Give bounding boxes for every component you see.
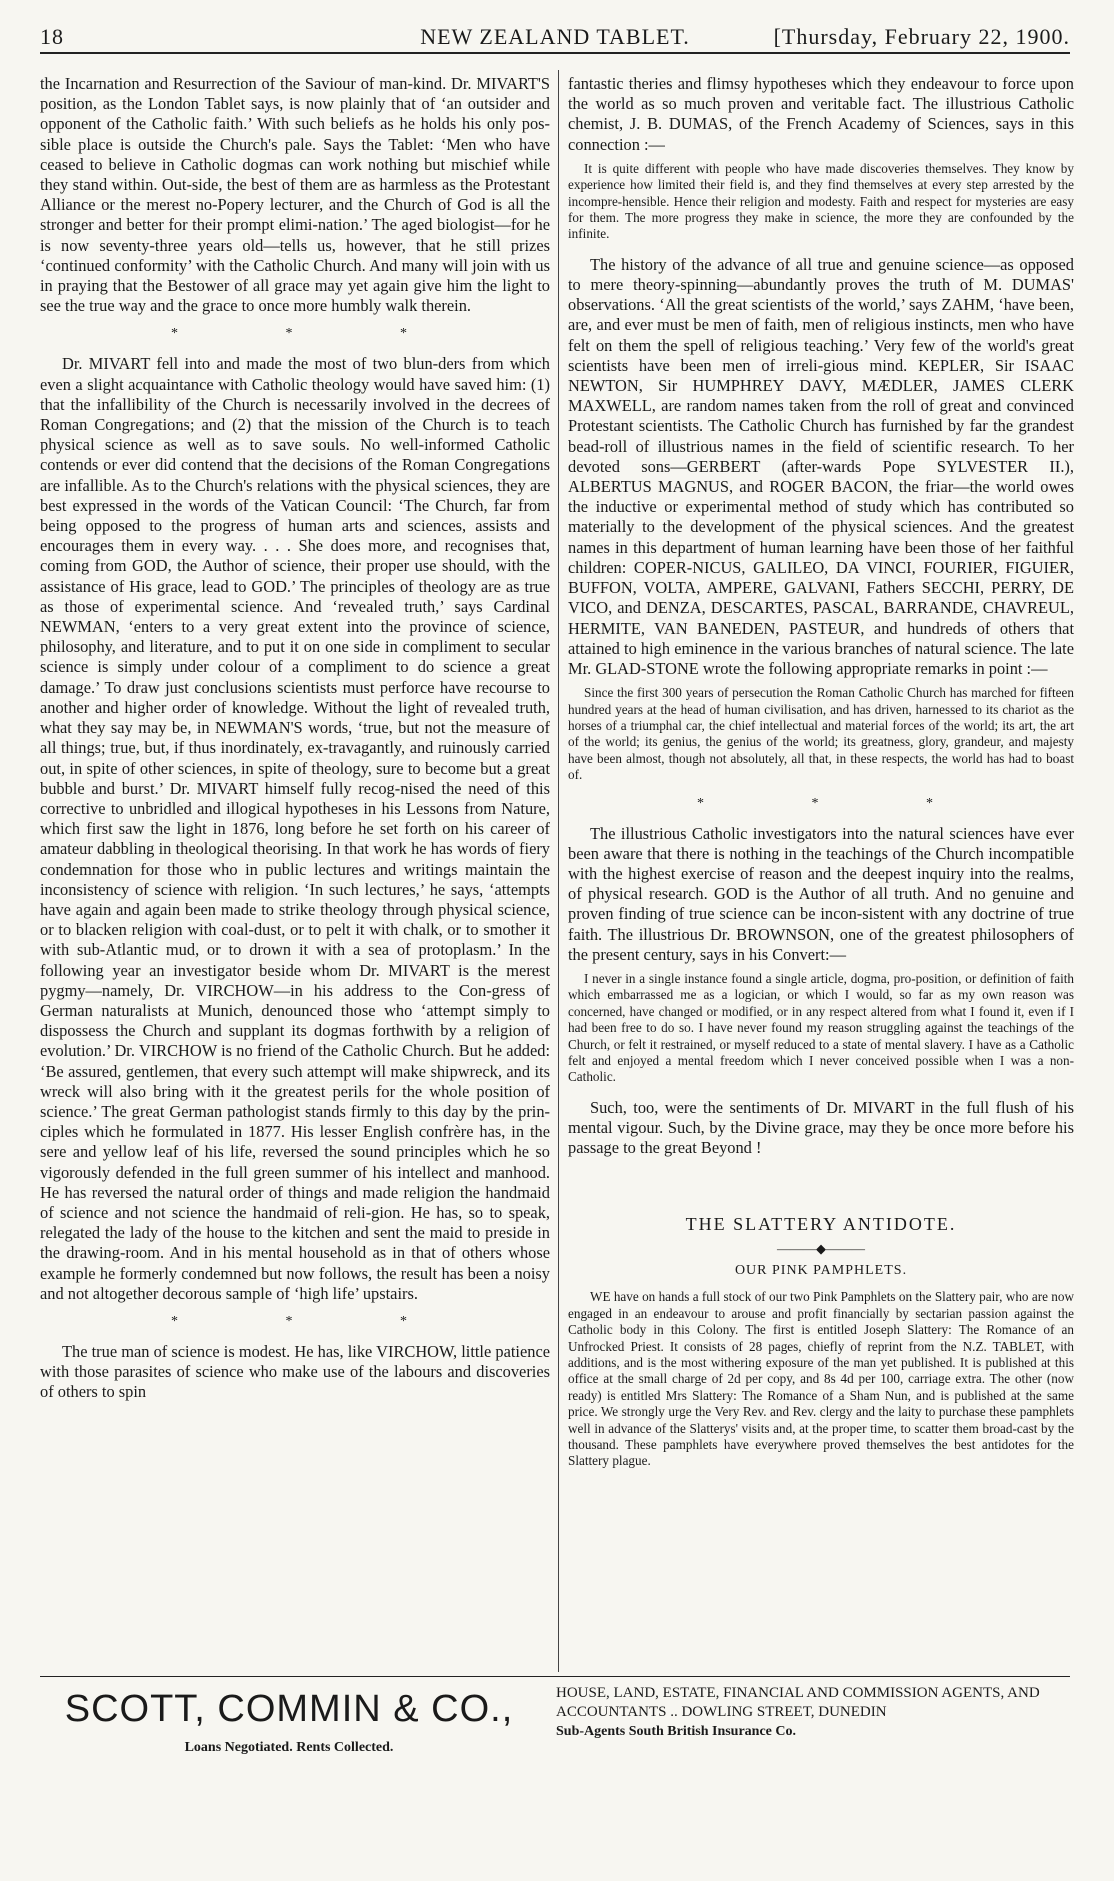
paragraph: The illustrious Catholic investigators into the natural sciences have ever been aware that there is nothing in the teachings of the Church incompatible with the highest exercise of reason and the deepest inquiry into the realms, of physical research. GOD is the Author of all truth. And no genuine and proven finding of true science can be incon-sistent with any doctrine of true faith. The illustrious Dr. BROWNSON, one of the greatest philosophers of the present century, says in his Convert:— xyxy=(568,823,1074,964)
left-column xyxy=(40,74,550,1403)
advert-line: HOUSE, LAND, ESTATE, FINANCIAL AND COMMISSION AGENTS, AND xyxy=(556,1685,1040,1701)
ornament-divider: ———◆——— xyxy=(777,1241,865,1257)
advert-company-name: SCOTT, COMMIN & CO., xyxy=(64,1688,514,1730)
page-number: 18 xyxy=(40,24,64,49)
paragraph: the Incarnation and Resurrection of the Saviour of man-kind. Dr. MIVART'S position, as the London Tablet says, is now plainly that of ‘an outsider and opponent of the Catholic faith.’ With such beliefs as he holds his only pos-sible place is outside the Church's pale. Says the Tablet: ‘Men who have ceased to believe in Catholic dogmas can work nothing but mischief while they stand within. Out-side, the best of them are as harmless as the Protestant Alliance or the merest no-Popery lecturer, and the Church of God is all the stronger and better for their prompt elimi-nation.’ The aged biologist—for he is now seventy-three years old—tells us, however, that he still prizes ‘continued conformity’ with the Catholic Church. And many will join with us in praying that the Bestower of all grace may yet again give him the light to see the true way and the grace to once more humbly walk therein. xyxy=(40,74,550,316)
issue-date: [Thursday, February 22, 1900. xyxy=(773,24,1070,49)
advert-subline: Loans Negotiated. Rents Collected. xyxy=(184,1740,394,1755)
section-heading: THE SLATTERY ANTIDOTE. xyxy=(685,1214,957,1235)
notice-body: WE have on hands a full stock of our two Pink Pamphlets on the Slattery pair, who are now engaged in an endeavour to arouse and profit financially by sectarian passion against the Catholic body in this Colony. The first is entitled Joseph Slattery: The Romance of an Unfrocked Priest. It consists of 28 pages, chiefly of reprint from the N.Z. TABLET, with additions, and is the most withering exposure of the man yet published. It is published at this office at the small charge of 2d per copy, and 8s 4d per 100, carriage extra. The other (now ready) is entitled Mrs Slattery: The Romance of a Sham Nun, and is published at the same price. We strongly urge the Very Rev. and Rev. clergy and the laity to purchase these pamphlets well in advance of the Slatterys' visits and, at the proper time, to scatter them broad-cast by the thousand. These pamphlets have everywhere proved themselves the best antidotes for the Slattery plague. xyxy=(568,1289,1074,1469)
advert-line: Sub-Agents South British Insurance Co. xyxy=(556,1724,796,1739)
paragraph: Such, too, were the sentiments of Dr. MIVART in the full flush of his mental vigour. Such, by the Divine grace, may they be once more before his passage to the great Beyond ! xyxy=(568,1097,1074,1158)
paragraph: fantastic theries and flimsy hypotheses which they endeavour to force upon the world as so much proven and veritable fact. The illustrious Catholic chemist, J. B. DUMAS, of the French Academy of Sciences, says in this connection :— xyxy=(568,74,1074,154)
advert-rule xyxy=(40,1676,1070,1677)
advert-details xyxy=(556,1684,1076,1741)
advert-line: ACCOUNTANTS .. DOWLING STREET, DUNEDIN xyxy=(556,1704,887,1720)
section-break-stars: * * * xyxy=(171,326,459,342)
column-divider xyxy=(558,70,559,1672)
section-break-stars: * * * xyxy=(171,1313,459,1329)
paragraph: Dr. MIVART fell into and made the most of two blun-ders from which even a slight acquaintance with Catholic theology would have saved him: (1) that the infallibility of the Church is necessarily involved in the decrees of Roman Congregations; and (2) that the mission of the Church is to teach physical science as well as to save souls. No well-informed Catholic contends or ever did contend that the decisions of the Roman Congregations are infallible. As to the Church's relations with the physical sciences, they are best expressed in the words of the Vatican Council: ‘The Church, far from being opposed to the progress of human arts and sciences, assists and encourages them in every way. . . . She does more, and recognises that, coming from GOD, the Author of science, their proper use should, with the assistance of His grace, lead to GOD.’ The principles of theology are as true as those of experimental science. And ‘revealed truth,’ says Cardinal NEWMAN, ‘enters to a very great extent into the province of science, philosophy, and literature, and to put it on one side in compliment to secular science is simply under colour of a compliment to do science a great damage.’ To draw just conclusions scientists must perforce have recourse to another and higher order of knowledge. Without the light of revealed truth, what they say may be, in NEWMAN'S words, ‘true, but not the measure of all things; true, but, if thus inordinately, ex-travagantly, and ruinously carried out, in spite of other sciences, in spite of theology, sure to become but a great bubble and burst.’ Dr. MIVART himself fully recog-nised the need of this corrective to unbridled and illogical hypotheses in his Lessons from Nature, which first saw the light in 1876, long before he set forth on his career of amateur dabbling in theological theorising. In that work he has words of fiery condemnation for those who in public lectures and writings maintain the inconsistency of science with religion. ‘In such lectures,’ he says, ‘attempts have again and again been made to strike theology through physical science, or to blacken religion with coal-dust, or to pelt it with chalk, or to smother it with sub-Atlantic mud, or to drown it with a sea of protoplasm.’ In the following year an investigator beside whom Dr. MIVART is the merest pygmy—namely, Dr. VIRCHOW—in his address to the Con-gress of German naturalists at Munich, denounced those who ‘attempt simply to dispossess the Church and supplant its dogmas forthwith by a religion of evolution.’ Dr. VIRCHOW is no friend of the Catholic Church. But he added: ‘Be assured, gentlemen, that every such attempt will make shipwreck, and its wreck will also bring with it the greatest perils for the whole position of science.’ The great German pathologist stands firmly to this day by the prin-ciples which he formulated in 1877. His lesser English confrère has, in the sere and yellow leaf of his life, reversed the sound principles which he so vigorously defended in the full green summer of his intellect and manhood. He has reversed the natural order of things and made religion the handmaid of science and not science the handmaid of reli-gion. He has, so to speak, relegated the lady of the house to the kitchen and sent the maid to preside in the drawing-room. And in his mental household as in that of others whose example he formerly condemned but now follows, the result has been a noisy and not altogether decorous sample of ‘high life’ upstairs. xyxy=(40,354,550,1303)
paragraph: The true man of science is modest. He has, like VIRCHOW, little patience with those parasites of science who make use of the labours and discoveries of others to spin xyxy=(40,1341,550,1402)
masthead xyxy=(40,22,1070,54)
block-quote: I never in a single instance found a single article, dogma, pro-position, or definition of faith which embarrassed me as a logician, or which I would, so far as my own reason was concerned, have changed or modified, or in any respect altered from what I found it, even if I had been free to do so. I have never found my reason struggling against the teachings of the Church, or felt it restrained, or myself reduced to a state of mental slavery. I have as a Catholic felt and enjoyed a mental freedom which I never conceived possible when I was a non-Catholic. xyxy=(568,970,1074,1085)
section-break-stars: * * * xyxy=(697,795,985,811)
right-column xyxy=(568,74,1074,1470)
paragraph: The history of the advance of all true and genuine science—as opposed to mere theory-spinning—abundantly proves the truth of M. DUMAS' observations. ‘All the great scientists of the world,’ says ZAHM, ‘have been, are, and ever must be men of faith, men of religious instincts, men who have felt on them the spell of religious teaching.’ Very few of the world's great scientists have been men of irreli-gious mind. KEPLER, Sir ISAAC NEWTON, Sir HUMPHREY DAVY, MÆDLER, JAMES CLERK MAXWELL, are random names taken from the roll of great and convinced Protestant scientists. The Catholic Church has furnished by far the grandest bead-roll of illustrious names in the field of scientific research. To her devoted sons—GERBERT (after-wards Pope SYLVESTER II.), ALBERTUS MAGNUS, and ROGER BACON, the friar—the world owes the inductive or experimental method of study which has contributed so materially to the development of the physical sciences. And the greatest names in this department of human learning have been those of her faithful children: COPER-NICUS, GALILEO, DA VINCI, FOURIER, FIGUIER, BUFFON, VOLTA, AMPERE, GALVANI, Fathers SECCHI, PERRY, DE VICO, and DENZA, DESCARTES, PASCAL, BARRANDE, CHAVREUL, HERMITE, VAN BANEDEN, PASTEUR, and hundreds of others that attained to high eminence in the various branches of natural science. The late Mr. GLAD-STONE wrote the following appropriate remarks in point :— xyxy=(568,254,1074,678)
block-quote: It is quite different with people who have made discoveries themselves. They know by experience how limited their field is, and they find themselves at every step arrested by the incompre-hensible. Hence their religion and modesty. Faith and respect for mysteries are easy for them. The more progress they make in science, the more they are confounded by the infinite. xyxy=(568,160,1074,242)
block-quote: Since the first 300 years of persecution the Roman Catholic Church has marched for fifteen hundred years at the head of human civilisation, and has driven, harnessed to its chariot as the horses of a triumphal car, the chief intellectual and material forces of the world; its art, the art of the world; its genius, the genius of the world; its greatness, glory, grandeur, and majesty have been almost, though not absolutely, all that, in these respects, the world has had to boast of. xyxy=(568,685,1074,783)
section-subheading: OUR PINK PAMPHLETS. xyxy=(734,1263,908,1279)
newspaper-title: NEW ZEALAND TABLET. xyxy=(420,24,690,49)
